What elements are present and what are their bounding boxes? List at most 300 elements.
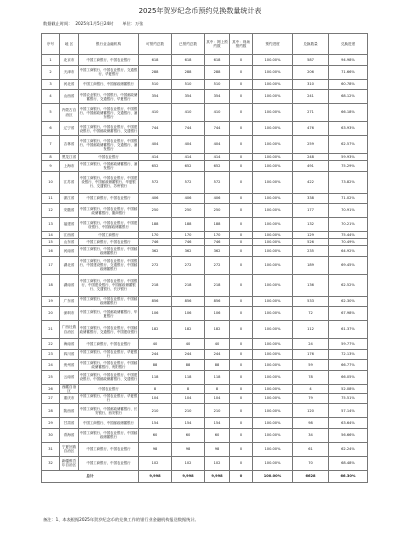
cell-banks: 中国工商银行、中国农业银行 (79, 55, 139, 66)
cell-onsite: 0 (230, 456, 253, 470)
cell-ex-progress: 70.91% (329, 204, 368, 218)
cell-onsite: 0 (230, 256, 253, 274)
cell-exchanged: 78 (293, 370, 329, 384)
cell-no: 17 (42, 256, 60, 274)
cell-avail: 154 (139, 418, 172, 429)
cell-no: 7 (42, 136, 60, 154)
cell-avail: 98 (139, 442, 172, 456)
cell-exchanged: 271 (293, 104, 329, 122)
table-row (42, 393, 368, 404)
cell-banks: 中国工商银行、中国农业银行、华夏银行 (79, 394, 138, 403)
cell-banks: 中国工商银行、中国农业银行、交通银行、华夏银行 (79, 65, 139, 79)
cell-exchanged: 120 (293, 404, 329, 418)
table-row (42, 339, 368, 350)
cell-booked: 244 (172, 349, 205, 360)
cell-avail: 510 (139, 79, 172, 90)
cell-banks: 中国工商银行、中国农业银行、中国银行、中国建设银行、交通银行、中国邮政储蓄银行 (79, 256, 139, 274)
cell-online: 102 (205, 456, 230, 470)
cell-region: 浙江省 (60, 193, 79, 204)
table-row (42, 360, 368, 371)
cell-online: 170 (205, 232, 230, 239)
cell-exchanged: 98 (293, 418, 329, 429)
cell-progress: 100.00% (253, 65, 293, 79)
cell-banks: 中国农业银行 (79, 384, 139, 393)
cell-avail: 410 (139, 104, 172, 122)
cell-progress: 100.00% (253, 339, 293, 350)
cell-region: 江苏省 (60, 171, 79, 193)
cell-online: 250 (205, 204, 230, 218)
cell-booked: 414 (172, 154, 205, 161)
cell-exchanged: 34 (293, 428, 329, 442)
cell-online: 618 (205, 55, 230, 66)
cell-avail: 118 (139, 370, 172, 384)
cell-progress: 100.00% (253, 154, 293, 161)
cell-no: 24 (42, 360, 60, 371)
cell-no: 11 (42, 193, 60, 204)
cell-region: 湖北省 (60, 256, 79, 274)
cell-progress: 100.00% (253, 307, 293, 321)
cell-booked: 106 (172, 307, 205, 321)
table-row (42, 171, 368, 193)
table-body (42, 55, 368, 471)
cell-booked: 744 (172, 122, 205, 136)
cell-ex-progress: 69.45% (329, 256, 368, 274)
table-row (42, 239, 368, 246)
cell-booked: 154 (172, 418, 205, 429)
cell-banks: 中国工商银行、中国邮政储蓄银行、长安银行、西安银行 (79, 404, 139, 418)
cell-ex-progress: 70.49% (329, 239, 368, 246)
table-row (42, 307, 368, 321)
cell-onsite: 0 (230, 296, 253, 307)
cell-avail: 102 (139, 456, 172, 470)
cell-online: 572 (205, 171, 230, 193)
cell-onsite: 0 (230, 321, 253, 339)
table-row (42, 161, 368, 172)
cell-ex-progress: 62.30% (329, 296, 368, 307)
cell-onsite: 0 (230, 246, 253, 257)
cell-online: 244 (205, 349, 230, 360)
cell-booked: 170 (172, 232, 205, 239)
cell-progress: 100.00% (253, 79, 293, 90)
cell-online: 652 (205, 161, 230, 172)
cell-onsite: 0 (230, 418, 253, 429)
cell-ex-progress: 64.92% (329, 246, 368, 257)
cell-region: 西藏自治区 (60, 384, 79, 393)
cell-banks: 中国工商银行、中国农业银行、中国邮政储蓄银行、徽商银行 (79, 204, 139, 218)
cell-online: 182 (205, 321, 230, 339)
cell-progress: 100.00% (253, 274, 293, 296)
cell-ex-progress: 59.77% (329, 339, 368, 350)
cell-online: 510 (205, 79, 230, 90)
cell-region: 河南省 (60, 246, 79, 257)
cell-no: 31 (42, 442, 60, 456)
cell-progress: 100.00% (253, 321, 293, 339)
cell-region: 贵州省 (60, 360, 79, 371)
cell-onsite: 0 (230, 339, 253, 350)
cell-no: 25 (42, 370, 60, 384)
cell-avail: 106 (139, 307, 172, 321)
cell-exchanged: 533 (293, 296, 329, 307)
cell-booked: 40 (172, 339, 205, 350)
cell-region: 宁夏回族自治区 (60, 442, 79, 456)
table-row (42, 104, 368, 122)
cell-region: 新疆维吾尔自治区 (60, 456, 79, 470)
table-row (42, 193, 368, 204)
cell-progress: 100.00% (253, 246, 293, 257)
cell-ex-progress: 75.29% (329, 161, 368, 172)
cell-progress: 100.00% (253, 90, 293, 104)
cell-no: 3 (42, 79, 60, 90)
cell-avail: 8 (139, 384, 172, 393)
cell-ex-progress: 57.14% (329, 404, 368, 418)
cell-online: 60 (205, 428, 230, 442)
cell-booked: 288 (172, 65, 205, 79)
cell-exchanged: 24 (293, 339, 329, 350)
cell-avail: 406 (139, 193, 172, 204)
cell-no: 13 (42, 218, 60, 232)
cell-exchanged: 59 (293, 360, 329, 371)
cell-ex-progress: 60.78% (329, 79, 368, 90)
cell-online: 272 (205, 256, 230, 274)
cell-progress: 100.00% (253, 239, 293, 246)
date-label: 数据截止时间： (43, 21, 73, 26)
cell-exchanged: 491 (293, 161, 329, 172)
cell-booked: 8 (172, 384, 205, 393)
cell-region: 湖南省 (60, 274, 79, 296)
cell-booked: 746 (172, 239, 205, 246)
table-row (42, 122, 368, 136)
cell-banks: 中国工商银行、中国农业银行、华夏银行 (79, 350, 138, 359)
table-row (42, 90, 368, 104)
cell-ex-progress: 73.82% (329, 171, 368, 193)
cell-no: 30 (42, 428, 60, 442)
cell-banks: 中国工商银行、中国邮政储蓄银行 (79, 79, 139, 90)
cell-avail: 40 (139, 339, 172, 350)
cell-online: 414 (205, 154, 230, 161)
cell-ex-progress: 66.77% (329, 360, 368, 371)
cell-exchanged: 189 (293, 256, 329, 274)
cell-booked: 618 (172, 55, 205, 66)
table-row (42, 79, 368, 90)
cell-progress: 100.00% (253, 404, 293, 418)
cell-online: 746 (205, 239, 230, 246)
cell-exchanged: 526 (293, 239, 329, 246)
col-header: 预约进度 (253, 34, 293, 55)
table-row (42, 370, 368, 384)
cell-region: 福建省 (60, 218, 79, 232)
cell-onsite: 0 (230, 161, 253, 172)
table-row (42, 256, 368, 274)
col-header: 其中：现场预约数 (230, 34, 253, 55)
cell-ex-progress: 62.52% (329, 274, 368, 296)
cell-avail: 188 (139, 218, 172, 232)
table-row (42, 154, 368, 161)
cell-progress: 100.00% (253, 296, 293, 307)
cell-online: 354 (205, 90, 230, 104)
cell-booked: 60 (172, 428, 205, 442)
cell-onsite: 0 (230, 404, 253, 418)
cell-online: 288 (205, 65, 230, 79)
cell-no: 15 (42, 239, 60, 246)
cell-exchanged: 587 (293, 55, 329, 66)
cell-ex-progress: 61.37% (329, 321, 368, 339)
cell-exchanged: 70 (293, 456, 329, 470)
cell-banks: 中国工商银行、中国农业银行 (79, 339, 139, 350)
cell-avail: 170 (139, 232, 172, 239)
cell-progress: 100.00% (253, 232, 293, 239)
cell-booked: 572 (172, 171, 205, 193)
cell-progress: 100.00% (253, 256, 293, 274)
cell-no: 21 (42, 321, 60, 339)
cell-onsite: 0 (230, 442, 253, 456)
cell-onsite: 0 (230, 154, 253, 161)
cell-no: 32 (42, 456, 60, 470)
cell-no: 8 (42, 154, 60, 161)
cell-avail: 746 (139, 239, 172, 246)
cell-exchanged: 422 (293, 171, 329, 193)
cell-no: 1 (42, 55, 60, 66)
table-row (42, 442, 368, 456)
cell-progress: 100.00% (253, 393, 293, 404)
cell-progress: 100.00% (253, 136, 293, 154)
cell-progress: 100.00% (253, 349, 293, 360)
cell-exchanged: 79 (293, 393, 329, 404)
cell-no: 5 (42, 104, 60, 122)
col-header: 兑换数量 (293, 34, 329, 55)
cell-onsite: 0 (230, 104, 253, 122)
cell-region: 深圳市 (60, 307, 79, 321)
cell-onsite: 0 (230, 360, 253, 371)
cell-region: 吉林省 (60, 136, 79, 154)
cell-onsite: 0 (230, 55, 253, 66)
cell-no: 22 (42, 339, 60, 350)
cell-avail: 354 (139, 90, 172, 104)
cell-avail: 60 (139, 428, 172, 442)
cell-region: 江西省 (60, 232, 79, 239)
cell-exchanged: 206 (293, 65, 329, 79)
cell-onsite: 0 (230, 90, 253, 104)
table-row (42, 218, 368, 232)
cell-avail: 104 (139, 393, 172, 404)
cell-no: 27 (42, 393, 60, 404)
cell-onsite: 0 (230, 393, 253, 404)
cell-exchanged: 61 (293, 442, 329, 456)
cell-onsite: 0 (230, 193, 253, 204)
cell-ex-progress: 72.13% (329, 349, 368, 360)
cell-avail: 250 (139, 204, 172, 218)
cell-ex-progress: 62.24% (329, 442, 368, 456)
cell-onsite: 0 (230, 307, 253, 321)
cell-banks: 中国工商银行、中国农业银行、中国邮政储蓄银行 (79, 428, 139, 442)
table-row (42, 246, 368, 257)
cell-booked: 210 (172, 404, 205, 418)
cell-region: 广东省 (60, 296, 79, 307)
total-label: 总计 (42, 470, 139, 482)
cell-avail: 244 (139, 349, 172, 360)
cell-no: 29 (42, 418, 60, 429)
cell-avail: 652 (139, 161, 172, 172)
total-onsite: 0 (230, 470, 253, 482)
cell-no: 9 (42, 161, 60, 172)
cell-banks: 中国工商银行 (79, 232, 139, 239)
cell-progress: 100.00% (253, 370, 293, 384)
cell-onsite: 0 (230, 239, 253, 246)
cell-region: 山西省 (60, 90, 79, 104)
cell-region: 甘肃省 (60, 418, 79, 429)
cell-no: 28 (42, 404, 60, 418)
cell-banks: 中国工商银行、中国农业银行 (79, 193, 139, 204)
cell-region: 陕西省 (60, 404, 79, 418)
cell-ex-progress: 68.12% (329, 90, 368, 104)
cell-banks: 中国工商银行、中国农业银行、中国邮政储蓄银行、交通银行、中国建设银行 (79, 321, 139, 339)
cell-ex-progress: 63.93% (329, 122, 368, 136)
cell-region: 上海市 (60, 161, 79, 172)
cell-avail: 618 (139, 55, 172, 66)
cell-onsite: 0 (230, 370, 253, 384)
cell-booked: 354 (172, 90, 205, 104)
cell-booked: 272 (172, 256, 205, 274)
cell-onsite: 0 (230, 218, 253, 232)
col-header: 已预约总数 (172, 34, 205, 55)
table-row (42, 349, 368, 360)
table-row (42, 136, 368, 154)
cell-progress: 100.00% (253, 418, 293, 429)
cell-banks: 中国工商银行、中国邮政储蓄银行 (79, 418, 139, 429)
cell-online: 406 (205, 193, 230, 204)
cell-progress: 100.00% (253, 384, 293, 393)
cell-ex-progress: 67.98% (329, 307, 368, 321)
cell-region: 内蒙古自治区 (60, 104, 79, 122)
cell-region: 青海省 (60, 428, 79, 442)
cell-online: 106 (205, 307, 230, 321)
cell-no: 18 (42, 274, 60, 296)
cell-banks: 中国工商银行、中国农业银行 (79, 456, 139, 470)
unit-label: 单位：万张 (122, 21, 144, 26)
col-header: 序号 (42, 34, 60, 55)
cell-exchanged: 235 (293, 246, 329, 257)
cell-avail: 856 (139, 296, 172, 307)
cell-banks: 中国工商银行、中国邮政储蓄银行、华夏银行 (79, 307, 139, 321)
cell-online: 118 (205, 370, 230, 384)
cell-exchanged: 177 (293, 204, 329, 218)
table-row (42, 321, 368, 339)
cell-progress: 100.00% (253, 193, 293, 204)
cell-ex-progress: 71.66% (329, 65, 368, 79)
cell-no: 19 (42, 296, 60, 307)
cell-no: 20 (42, 307, 60, 321)
cell-region: 海南省 (60, 339, 79, 350)
cell-ex-progress: 66.18% (329, 104, 368, 122)
cell-banks: 中国工商银行、中国农业银行、中国建设银行、中国邮政储蓄银行、交通银行 (79, 370, 139, 384)
table-row (42, 418, 368, 429)
page-title: 2025年贺岁纪念币预约兑换数量统计表 (138, 7, 262, 15)
table-row (42, 65, 368, 79)
cell-ex-progress: 75.51% (329, 393, 368, 404)
cell-avail: 272 (139, 256, 172, 274)
cell-online: 856 (205, 296, 230, 307)
cell-ex-progress: 94.98% (329, 55, 368, 66)
cell-exchanged: 112 (293, 321, 329, 339)
cell-banks: 中国工商银行、中国农业银行、中国建设银行、中国邮政储蓄银行 (79, 218, 139, 232)
cell-region: 安徽省 (60, 204, 79, 218)
cell-region: 山东省 (60, 239, 79, 246)
cell-booked: 856 (172, 296, 205, 307)
cell-exchanged: 129 (293, 232, 329, 239)
cell-exchanged: 72 (293, 307, 329, 321)
cell-onsite: 0 (230, 65, 253, 79)
cell-booked: 250 (172, 204, 205, 218)
cell-banks: 中国工商银行、中国农业银行、中国建设银行、中国邮政储蓄银行、交通银行 (79, 122, 139, 136)
cell-progress: 100.00% (253, 122, 293, 136)
cell-booked: 102 (172, 456, 205, 470)
cell-ex-progress: 75.44% (329, 232, 368, 239)
cell-avail: 744 (139, 122, 172, 136)
cell-progress: 100.00% (253, 442, 293, 456)
cell-avail: 288 (139, 65, 172, 79)
cell-booked: 88 (172, 360, 205, 371)
cell-progress: 100.00% (253, 456, 293, 470)
total-row (42, 470, 368, 482)
cell-onsite: 0 (230, 122, 253, 136)
total-exchanged: 6628 (293, 470, 329, 482)
cell-exchanged: 310 (293, 79, 329, 90)
cell-booked: 218 (172, 274, 205, 296)
cell-exchanged: 259 (293, 136, 329, 154)
cell-banks: 中国工商银行、中国农业银行、中国建设银行、中国邮政储蓄银行、华夏银行、交通银行、苏州银行 (79, 171, 139, 193)
cell-banks: 中国工商银行、中国农业银行、中国邮政储蓄银行、贵阳银行 (79, 360, 138, 369)
meta-line (43, 21, 146, 27)
table-row (42, 296, 368, 307)
cell-onsite: 0 (230, 349, 253, 360)
cell-booked: 406 (172, 193, 205, 204)
cell-online: 40 (205, 339, 230, 350)
cell-avail: 218 (139, 274, 172, 296)
cell-banks: 中国工商银行、中国农业银行、中国银行、中国邮政储蓄银行、交通银行、浦发银行 (79, 136, 139, 154)
cell-banks: 中国工商银行、中国农业银行、中国银行、中国建设银行、中国邮政储蓄银行、交通银行、长沙银行 (79, 274, 139, 296)
cell-avail: 404 (139, 136, 172, 154)
cell-ex-progress: 66.05% (329, 370, 368, 384)
cell-booked: 182 (172, 321, 205, 339)
cell-ex-progress: 56.66% (329, 428, 368, 442)
cell-region: 云南省 (60, 370, 79, 384)
cell-region: 河北省 (60, 79, 79, 90)
cell-banks: 中国工商银行、中国农业银行、中国银行、中国邮政储蓄银行、交通银行、浦东银行 (79, 104, 139, 122)
cell-onsite: 0 (230, 204, 253, 218)
cell-region: 辽宁省 (60, 122, 79, 136)
total-ex-progress: 66.30% (329, 470, 368, 482)
cell-region: 黑龙江省 (60, 154, 79, 161)
cell-online: 210 (205, 404, 230, 418)
cell-banks: 中国工商银行、中国农业银行、中国邮政储蓄银行 (79, 297, 138, 306)
cell-booked: 104 (172, 393, 205, 404)
total-progress: 100.00% (253, 470, 293, 482)
cell-no: 4 (42, 90, 60, 104)
cell-online: 404 (205, 136, 230, 154)
cell-no: 26 (42, 384, 60, 393)
cell-online: 104 (205, 393, 230, 404)
cell-avail: 572 (139, 171, 172, 193)
table-row (42, 274, 368, 296)
stats-table (41, 33, 368, 483)
cell-no: 10 (42, 171, 60, 193)
cell-region: 广西壮族自治区 (60, 321, 79, 339)
cell-banks: 中国农业银行、中国银行、中国邮政储蓄银行、交通银行、华夏银行 (79, 90, 139, 104)
cell-ex-progress: 71.02% (329, 193, 368, 204)
cell-online: 98 (205, 442, 230, 456)
cell-onsite: 0 (230, 136, 253, 154)
cell-banks: 中国工商银行、中国农业银行 (79, 442, 139, 456)
cell-no: 14 (42, 232, 60, 239)
